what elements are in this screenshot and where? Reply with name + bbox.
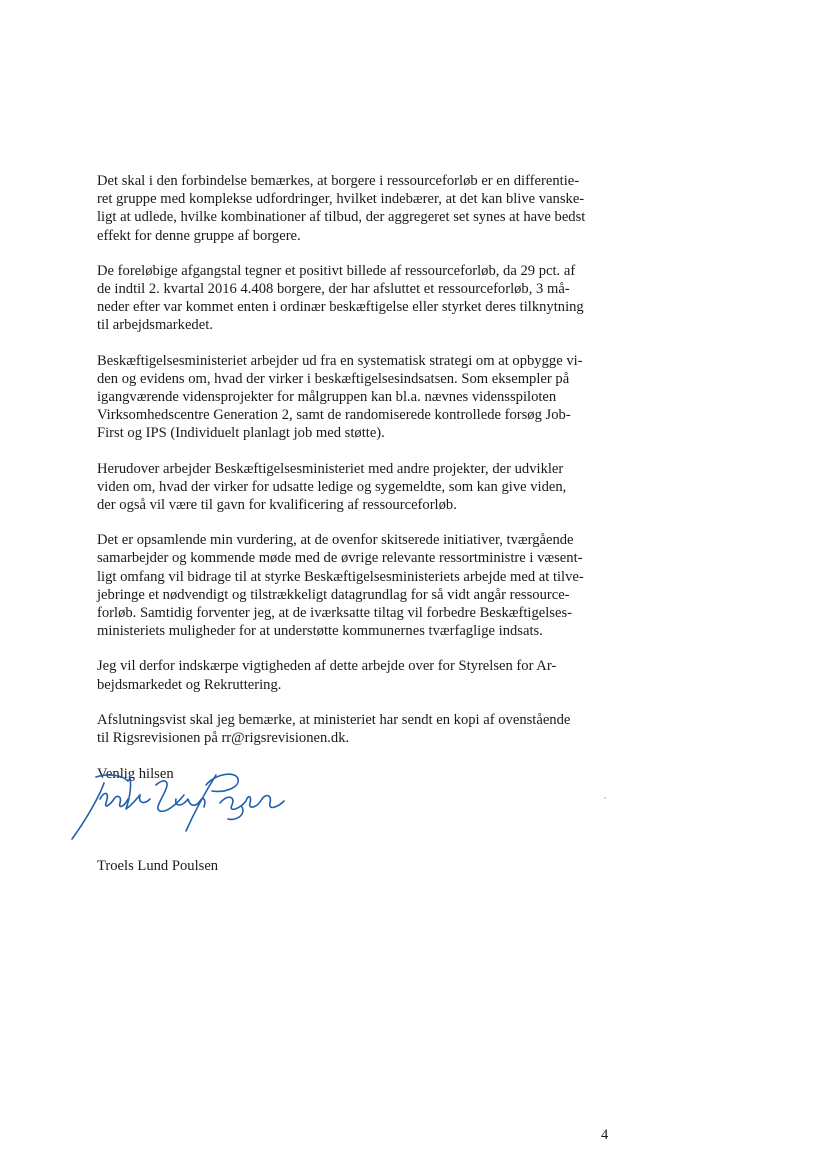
paragraph-closing-note: Afslutningsvist skal jeg bemærke, at ministeriet har sendt en kopi af ovenstående til Rigsrevisionen på rr@rigsrevisionen.dk. <box>97 711 571 747</box>
paragraph-evidence-strategy: Beskæftigelsesministeriet arbejder ud fra en systematisk strategi om at opbygge vi- den og evidens om, hvad der virker i beskæftigelsesindsatsen. Som eksempler på igangværende vidensprojekter for målgruppen kan bl.a. nævnes vidensspiloten Virksomhedscentre Generation 2, samt de randomiserede kontrollede forsøg Job- First og IPS (Individuelt planlagt job med støtte). <box>97 352 583 442</box>
paragraph-assessment: Det er opsamlende min vurdering, at de ovenfor skitserede initiativer, tværgående samarbejder og kommende møde med de øvrige relevante ressortministre i væsent- ligt omfang vil bidrage til at styrke Beskæftigelsesministeriets arbejde med at tilve- jebringe et nødvendigt og tilstrækkeligt datagrundlag for så vidt angår ressource- forløb. Samtidig forventer jeg, at de iværksatte tiltag vil forbedre Beskæftigelses- ministeriets muligheder for at understøtte kommunernes tværfaglige indsats. <box>97 532 584 640</box>
scan-speck <box>604 797 606 799</box>
paragraph-other-projects: Herudover arbejder Beskæftigelsesministeriet med andre projekter, der udvikler viden om, hvad der virker for udsatte ledige og sygemeldte, som kan give viden, der også vil være til gavn for kvalificering af ressourceforløb. <box>97 460 567 514</box>
letter-body <box>97 172 617 764</box>
paragraph-exit-rates: De foreløbige afgangstal tegner et positivt billede af ressourceforløb, da 29 pct. af de indtil 2. kvartal 2016 4.408 borgere, der har afsluttet et ressourceforløb, 3 må- neder efter var kommet enten i ordinær beskæftigelse eller styrket deres tilknytning til arbejdsmarkedet. <box>97 262 584 334</box>
page-number: 4 <box>601 1127 609 1143</box>
signer-name: Troels Lund Poulsen <box>97 858 219 874</box>
paragraph-data-caveat: Det skal i den forbindelse bemærkes, at borgere i ressourceforløb er en differentie- ret gruppe med komplekse udfordringer, hvilket indebærer, at det kan blive vanske- ligt at udlede, hvilke kombinationer af tilbud, der aggregeret set synes at have bedst effekt for denne gruppe af borgere. <box>97 173 586 244</box>
closing-salutation: Venlig hilsen <box>97 766 174 782</box>
handwritten-signature <box>66 765 288 843</box>
paragraph-emphasis: Jeg vil derfor indskærpe vigtigheden af dette arbejde over for Styrelsen for Ar- bejdsmarkedet og Rekruttering. <box>97 658 557 693</box>
